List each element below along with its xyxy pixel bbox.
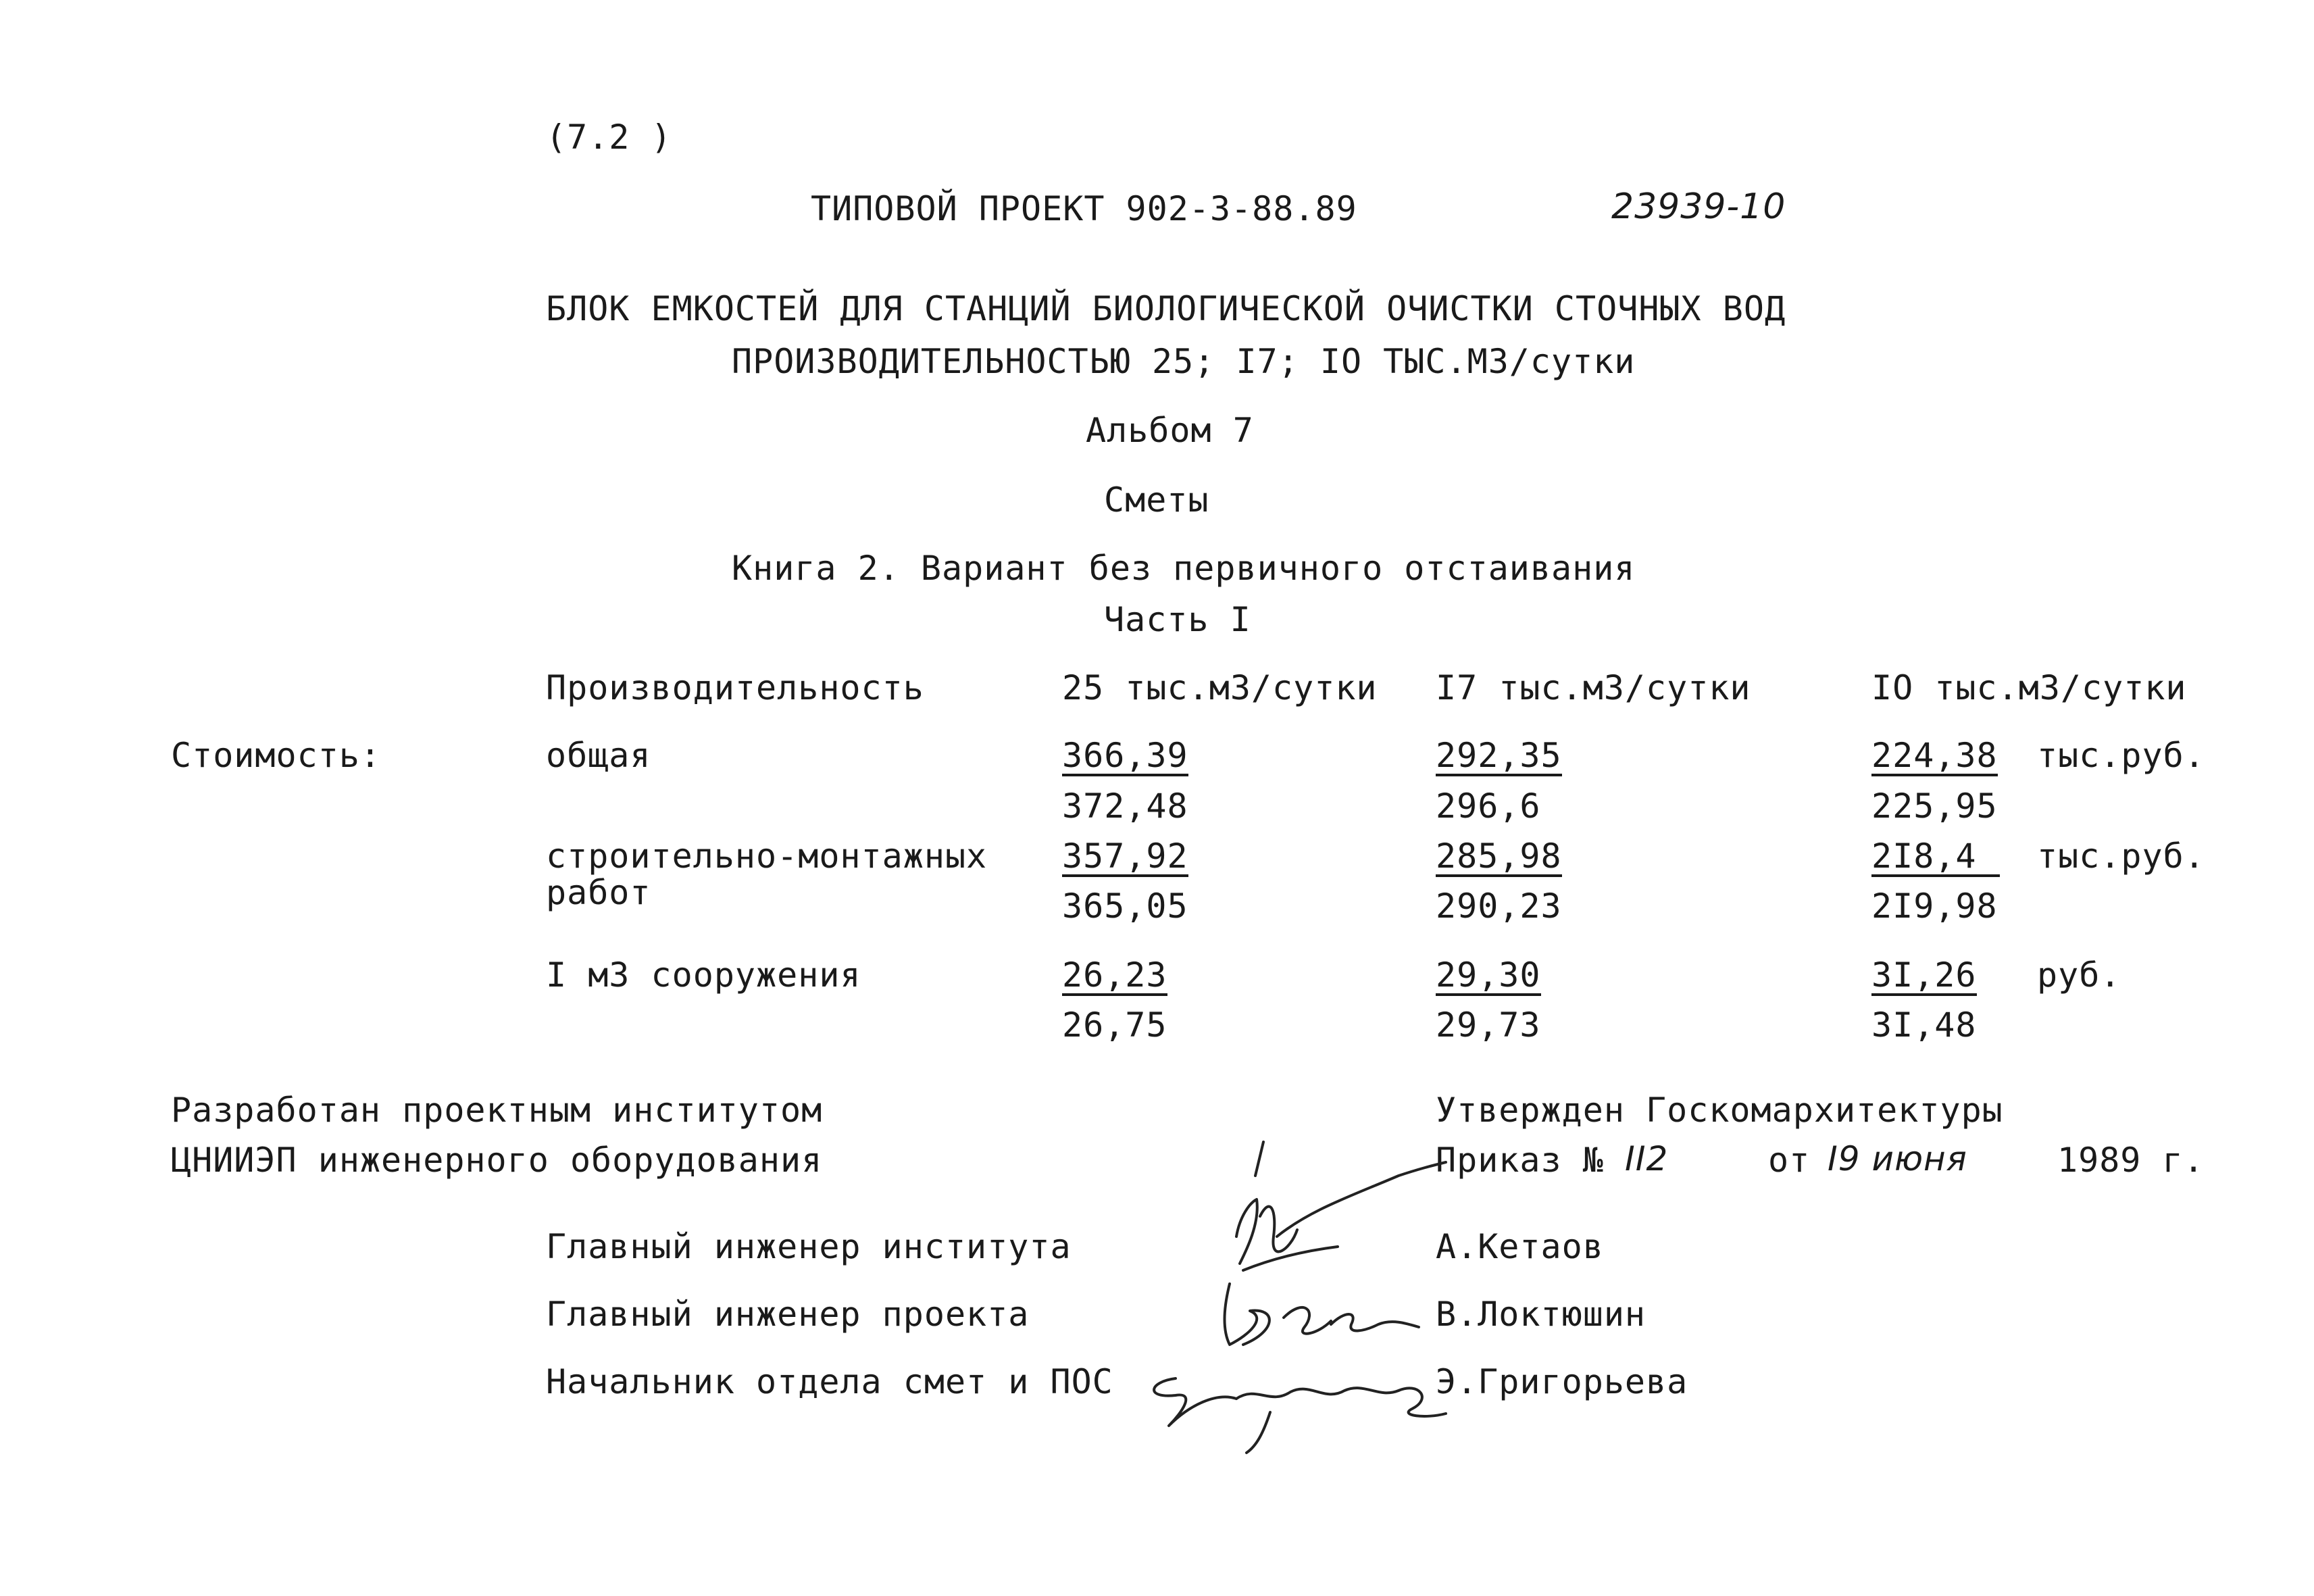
value-total-17: 292,35 <box>1436 736 1562 775</box>
value-per-m3-10-alt: 3I,48 <box>1871 1005 1977 1045</box>
row-label-construction-2: работ <box>546 873 651 912</box>
table-header-label: Производительность <box>546 668 924 707</box>
value-construction-25: 357,92 <box>1062 837 1188 876</box>
value-total-10-alt: 225,95 <box>1871 787 1998 826</box>
order-number: II2 <box>1625 1139 1669 1178</box>
value-construction-17-alt: 290,23 <box>1436 887 1562 926</box>
project-number: ТИПОВОЙ ПРОЕКТ 902-3-88.89 <box>811 189 1357 228</box>
value-per-m3-25: 26,23 <box>1062 955 1167 995</box>
row-label-total: общая <box>546 736 651 775</box>
value-construction-10-alt: 2I9,98 <box>1871 887 1998 926</box>
order-date-value: I9 июня <box>1828 1139 1967 1178</box>
value-per-m3-17: 29,30 <box>1436 955 1541 995</box>
order-label: Приказ № <box>1436 1141 1604 1180</box>
signatory-role-3: Начальник отдела смет и ПОС <box>546 1362 1113 1401</box>
signature-head-of-estimates <box>1135 1351 1459 1460</box>
unit-total: тыс.руб. <box>2037 736 2205 775</box>
value-total-25-alt: 372,48 <box>1062 787 1188 826</box>
signature-chief-engineer-project <box>1203 1270 1446 1358</box>
signatory-name-2: В.Локтюшин <box>1436 1295 1646 1334</box>
value-per-m3-10: 3I,26 <box>1871 955 1977 995</box>
section-label: Сметы <box>1104 480 1209 520</box>
row-group-label: Стоимость: <box>171 736 382 775</box>
signatory-role-2: Главный инженер проекта <box>546 1295 1030 1334</box>
album-label: Альбом 7 <box>1086 411 1254 450</box>
sheet-reference: (7.2 ) <box>546 118 672 157</box>
value-construction-17: 285,98 <box>1436 837 1562 876</box>
row-label-per-m3: I м3 сооружения <box>546 955 861 995</box>
unit-construction: тыс.руб. <box>2037 837 2205 876</box>
order-date-label: от <box>1768 1141 1811 1180</box>
row-label-construction: строительно-монтажных <box>546 837 988 876</box>
column-header-25: 25 тыс.м3/сутки <box>1062 668 1378 707</box>
developer-line-1: Разработан проектным институтом <box>171 1091 823 1130</box>
value-total-17-alt: 296,6 <box>1436 787 1541 826</box>
column-header-17: I7 тыс.м3/сутки <box>1436 668 1751 707</box>
value-per-m3-17-alt: 29,73 <box>1436 1005 1541 1045</box>
value-construction-10: 2I8,4 <box>1871 839 2000 877</box>
value-total-25: 366,39 <box>1062 736 1188 775</box>
part-label: Часть I <box>1104 600 1251 639</box>
column-header-10: IO тыс.м3/сутки <box>1871 668 2187 707</box>
book-label: Книга 2. Вариант без первичного отстаивания <box>732 549 1636 588</box>
value-total-10: 224,38 <box>1871 736 1998 775</box>
order-year: 1989 г. <box>2057 1141 2205 1180</box>
value-per-m3-25-alt: 26,75 <box>1062 1005 1167 1045</box>
title-line-2: ПРОИЗВОДИТЕЛЬНОСТЬЮ 25; I7; IO ТЫС.М3/сутки <box>732 342 1636 381</box>
title-line-1: БЛОК ЕМКОСТЕЙ ДЛЯ СТАНЦИЙ БИОЛОГИЧЕСКОЙ ОЧИСТКИ СТОЧНЫХ ВОД <box>546 289 1786 328</box>
handwritten-registration-number: 23939-10 <box>1611 186 1786 227</box>
value-construction-25-alt: 365,05 <box>1062 887 1188 926</box>
signatory-role-1: Главный инженер института <box>546 1227 1072 1266</box>
signatory-name-3: Э.Григорьева <box>1436 1362 1688 1401</box>
unit-per-m3: руб. <box>2037 955 2121 995</box>
approval-line-1: Утвержден Госкомархитектуры <box>1436 1091 2003 1130</box>
developer-line-2: ЦНИИЭП инженерного оборудования <box>171 1141 823 1180</box>
signatory-name-1: А.Кетаов <box>1436 1227 1604 1266</box>
